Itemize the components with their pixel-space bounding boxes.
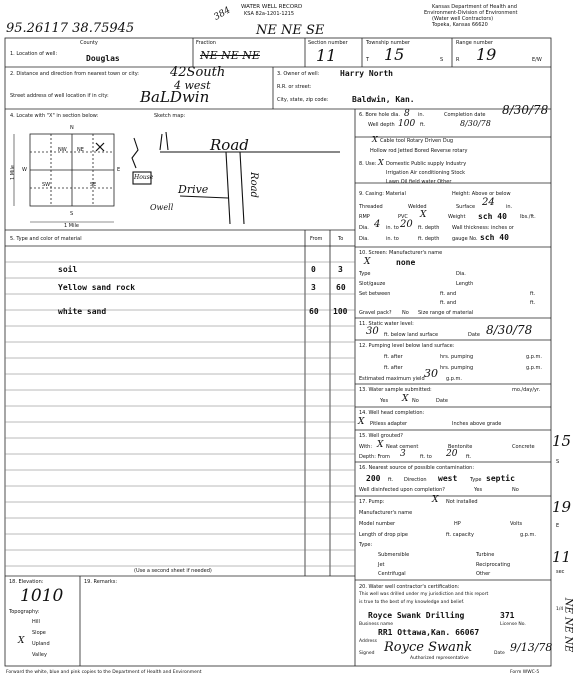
form-statute: KSA 82a-1201-1215 [244,11,295,17]
surface-label: Surface [456,204,476,210]
gravel-no: No [402,310,409,316]
static-date: 8/30/78 [486,323,533,337]
margin-eleven: 11 [552,548,572,566]
margin-sec: sec [556,569,565,575]
owner-city-label: City, state, zip code: [277,97,329,103]
set-ft-and-2: ft. and [440,300,457,306]
pump-label: 17. Pump: [359,499,385,505]
grouted-with-label: With: [359,444,373,450]
gauge-value: sch 40 [480,233,509,242]
elevation-value: 1010 [20,586,64,606]
range-ew: E/W [532,57,542,63]
completion-label: Completion date [444,112,486,118]
disinfected-label: Well disinfected upon completion? [359,487,445,493]
height-label: Height: Above or below [452,191,511,197]
business-name-label: Business name [359,622,394,627]
sketch-well: Owell [150,203,174,212]
material-row-3-to: 100 [333,307,348,316]
cert-date-label: Date [494,651,505,656]
range-r: R [456,57,460,63]
pump-model: Model number [359,521,396,527]
rmp-label: RMP [359,214,370,220]
grid-n: N [70,125,74,131]
dia-to-value-1: 20 [400,219,413,230]
owner-name: Harry North [340,69,393,78]
margin-t: 15 [552,432,572,450]
topo-x: X [18,636,25,646]
grid-se: SE [90,182,97,188]
size-range-label: Size range of material [418,310,474,316]
topo-slope: Slope [32,630,46,636]
screen-type-label: Type [359,271,371,277]
grid-e: E [117,167,121,173]
direction-label: Direction [404,477,427,483]
business-name: Royce Swank Drilling [368,611,465,620]
topo-hill: Hill [32,619,40,625]
gauge-label: gauge No. [452,236,478,242]
grout-ft: ft. [466,454,472,460]
threaded-label: Threaded [359,204,383,210]
disinfected-yes: Yes [474,487,483,493]
pumping-gpm-2: g.p.m. [526,365,542,371]
contractor-address: RR1 Ottawa,Kan. 66067 [378,628,480,637]
fraction-label: Fraction [196,40,216,46]
jet: Jet [378,562,385,568]
material-row-2-to: 60 [336,283,346,292]
pumping-gpm-1: g.p.m. [526,354,542,360]
set-between-label: Set between [359,291,391,297]
slot-label: Slot/gauze [359,281,386,287]
location-label: 1. Location of well: [10,51,58,57]
drill-method-row-1: Cable tool Rotary Driven Dug [380,138,454,144]
set-ft-and-1: ft. and [440,291,457,297]
township-label: Township number [366,40,410,46]
margin-e: E [556,523,560,529]
remarks-label: 19. Remarks: [84,579,118,585]
pump-hp: HP [454,521,461,527]
sample-no: No [412,398,419,404]
footer-instructions: Forward the white, blue and pink copies to the Department of Health and Environment [6,670,202,675]
certification-line-1: This well was drilled under my jurisdiction and this report [359,592,489,597]
grid-sw: SW [42,182,51,188]
dia-to-1: in. to [386,225,399,231]
city-handwritten: BaLDwin [140,88,210,106]
grid-ne: NE [77,147,84,153]
static-ft-below: ft. below land surface [384,332,439,338]
sketch-drive: Drive [178,183,209,196]
sample-x: X [402,394,409,404]
use-row-2: Irrigation Air conditioning Stock [386,170,466,176]
static-value: 30 [366,326,379,337]
locate-label: 4. Locate with "X" in section below: [10,113,99,119]
dia-value-1: 4 [374,219,381,230]
gravel-label: Gravel pack? [359,310,392,316]
set-ft-1: ft. [530,291,536,297]
screen-name: none [396,258,416,267]
length-label: Length [456,281,474,287]
authorized-label: Authorized representative [410,656,469,661]
bore-in: in. [418,112,425,118]
casing-label: 9. Casing: Material [359,191,406,197]
bore-label: 6. Bore hole dia. [359,112,400,118]
topo-upland: Upland [32,641,50,647]
ft-depth-1: ft. depth [418,225,440,231]
sketch-house: House [134,174,154,181]
sample-date-label: Date [436,398,448,404]
mile-label: 1 Mile [64,223,79,229]
sample-yes: Yes [380,398,389,404]
pumping-hrs-2: hrs. pumping [440,365,474,371]
bore-dia: 8 [404,109,410,119]
grout-ft-to: ft. to [420,454,432,460]
weight-unit: lbs./ft. [520,214,536,220]
completion-date-2: 8/30/78 [460,119,491,128]
capacity-label: ft. capacity [446,532,474,538]
grouted-label: 15. Well grouted? [359,433,403,439]
distance-line-2: 4 west [174,79,211,92]
pump-other: Other [476,571,491,577]
centrifugal: Centrifugal [378,571,406,577]
rr-label: R.R. or street: [277,84,312,90]
handwritten-coordinates: 95.26117 38.75945 [6,21,135,36]
grid-w: W [22,167,27,173]
form-title: WATER WELL RECORD [241,4,303,10]
material-row-3-from: 60 [309,307,319,316]
pump-manufacturer: Manufacturer's name [359,510,413,516]
welded-label: Welded [408,204,427,210]
pump-x: X [432,495,439,505]
owner-label: 3. Owner of well: [277,71,320,77]
sketch-road: Road [210,136,249,154]
material-row-3: white sand [58,307,107,316]
range-value: 19 [476,45,497,64]
wellhead-x: X [358,417,365,427]
elevation-label: 18. Elevation: [9,579,44,585]
pvc-x: X [420,210,427,220]
submersible: Submersible [378,552,410,558]
drill-method-x: X [372,135,378,144]
pumping-after-2: ft. after [384,365,403,371]
signed-label: Signed [359,651,375,656]
signature: Royce Swank [384,640,473,655]
handwritten-fraction: NE NE SE [256,23,325,38]
owner-city: Baldwin, Kan. [352,95,415,104]
capacity-gpm: g.p.m. [520,532,536,538]
grid-nw: NW [58,147,67,153]
pitless-label: Pitless adapter [370,421,408,427]
material-row-1-to: 3 [338,265,343,274]
contamination-distance: 200 [366,474,381,483]
height-in: in. [506,204,513,210]
contamination-type: septic [486,474,515,483]
topo-valley: Valley [32,652,47,658]
agency-line-1: Kansas Department of Health and [432,4,517,10]
certification-label: 20. Water well contractor's certification: [359,584,460,590]
margin-quarter: 1/4 [556,607,564,612]
distance-label: 2. Distance and direction from nearest town or city: [10,71,139,77]
weight-label: Weight [448,214,466,220]
pump-type-label: Type: [359,542,373,548]
inches-above-grade: Inches above grade [452,421,502,427]
license-label: License No. [500,622,526,627]
county-label: County [80,40,98,46]
address-label: Address [359,639,377,644]
drop-pipe-label: Length of drop pipe [359,532,408,538]
reciprocating: Reciprocating [476,562,511,568]
grout-from: 3 [400,449,406,459]
mile-label-vertical: 1 Mile [9,165,16,180]
material-label: 5. Type and color of material [10,236,82,242]
material-footer: (Use a second sheet if needed) [134,568,212,574]
grout-to: 20 [446,449,458,459]
license-number: 371 [500,611,515,620]
county-value: Douglas [86,54,120,63]
fraction-struck: NE NE NE [200,49,260,62]
well-depth-label: Well depth [368,122,395,128]
water-sample-label: 13. Water sample submitted: [359,387,432,393]
mo-day-yr: mo./day/yr. [512,387,541,393]
topography-label: Topography: [9,609,40,615]
street-label: Street address of well location if in city: [10,93,109,99]
static-label: 11. Static water level: [359,321,414,327]
bentonite: Bentonite [448,444,473,450]
section-label: Section number [308,40,348,46]
height-value: 24 [482,197,495,208]
pump-volts: Volts [510,521,523,527]
range-label: Range number [456,40,493,46]
weight-value: sch 40 [478,212,507,221]
estimated-yield-label: Estimated maximum yield [359,376,425,382]
use-row-1: Domestic Public supply Industry [386,161,467,167]
well-depth-ft: ft. [420,122,426,128]
grout-depth-label: Depth: From [359,454,390,460]
township-t: T [366,57,370,63]
agency-line-2: Environment-Division of Environment [424,10,518,16]
estimated-gpm: g.p.m. [446,376,462,382]
margin-fraction: NE NE NE [562,597,573,653]
sketch-label: Sketch map: [154,113,186,119]
pvc-label: PVC [398,214,408,220]
not-installed: Not installed [446,499,478,505]
form-number: Form WWC-5 [510,670,540,675]
wall-label: Wall thickness: inches or [452,225,514,231]
use-x: X [378,158,384,167]
screen-label: 10. Screen: Manufacturer's name [359,250,443,256]
agency-line-3: (Water well Contractors) [432,16,494,22]
township-s: S [440,57,444,63]
static-date-label: Date [468,332,480,338]
margin-r19: 19 [552,498,572,516]
use-row-3: Lawn Oil field water Other [386,179,452,185]
pumping-hrs-1: hrs. pumping [440,354,474,360]
cert-date: 9/13/78 [510,641,553,654]
pumping-label: 12. Pumping level below land surface: [359,343,455,349]
section-value: 11 [316,46,337,65]
grouted-x: X [377,440,384,450]
to-header: To [338,236,344,242]
material-row-1: soil [58,265,78,274]
sketch-road-vertical: Road [247,172,259,198]
direction-value: west [438,474,458,483]
estimated-yield: 30 [424,367,438,380]
well-depth-value: 100 [398,119,416,129]
wellhead-label: 14. Well head completion: [359,410,425,416]
ft-depth-2: ft. depth [418,236,440,242]
turbine: Turbine [476,552,495,558]
contamination-ft: ft. [388,477,394,483]
completion-date: 8/30/78 [502,103,549,117]
agency-line-4: Topeka, Kansas 66620 [432,22,488,28]
drill-method-row-2: Hollow rod Jetted Bored Reverse rotary [370,148,468,154]
neat-cement: Neat cement [386,444,419,450]
dia-label-2: Dia. [359,236,369,242]
contamination-label: 16. Nearest source of possible contamination: [359,465,475,471]
dia-label-1: Dia. [359,225,369,231]
set-ft-2: ft. [530,300,536,306]
disinfected-no: No [512,487,519,493]
margin-s: S [556,459,560,465]
screen-dia-label: Dia. [456,271,466,277]
material-row-2: Yellow sand rock [58,283,136,292]
from-header: From [310,236,323,242]
contamination-type-label: Type [470,477,482,483]
pumping-after-1: ft. after [384,354,403,360]
concrete: Concrete [512,444,535,450]
distance-line-1: 42South [170,65,226,80]
grid-s: S [70,211,74,217]
material-row-2-from: 3 [311,283,316,292]
material-row-1-from: 0 [311,265,316,274]
dia-to-2: in. to [386,236,399,242]
township-value: 15 [384,45,405,64]
certification-line-2: is true to the best of my knowledge and belief. [359,600,465,605]
use-label: 8. Use: [359,161,377,167]
screen-x: X [364,257,371,267]
handwritten-note: 384 [212,5,233,23]
